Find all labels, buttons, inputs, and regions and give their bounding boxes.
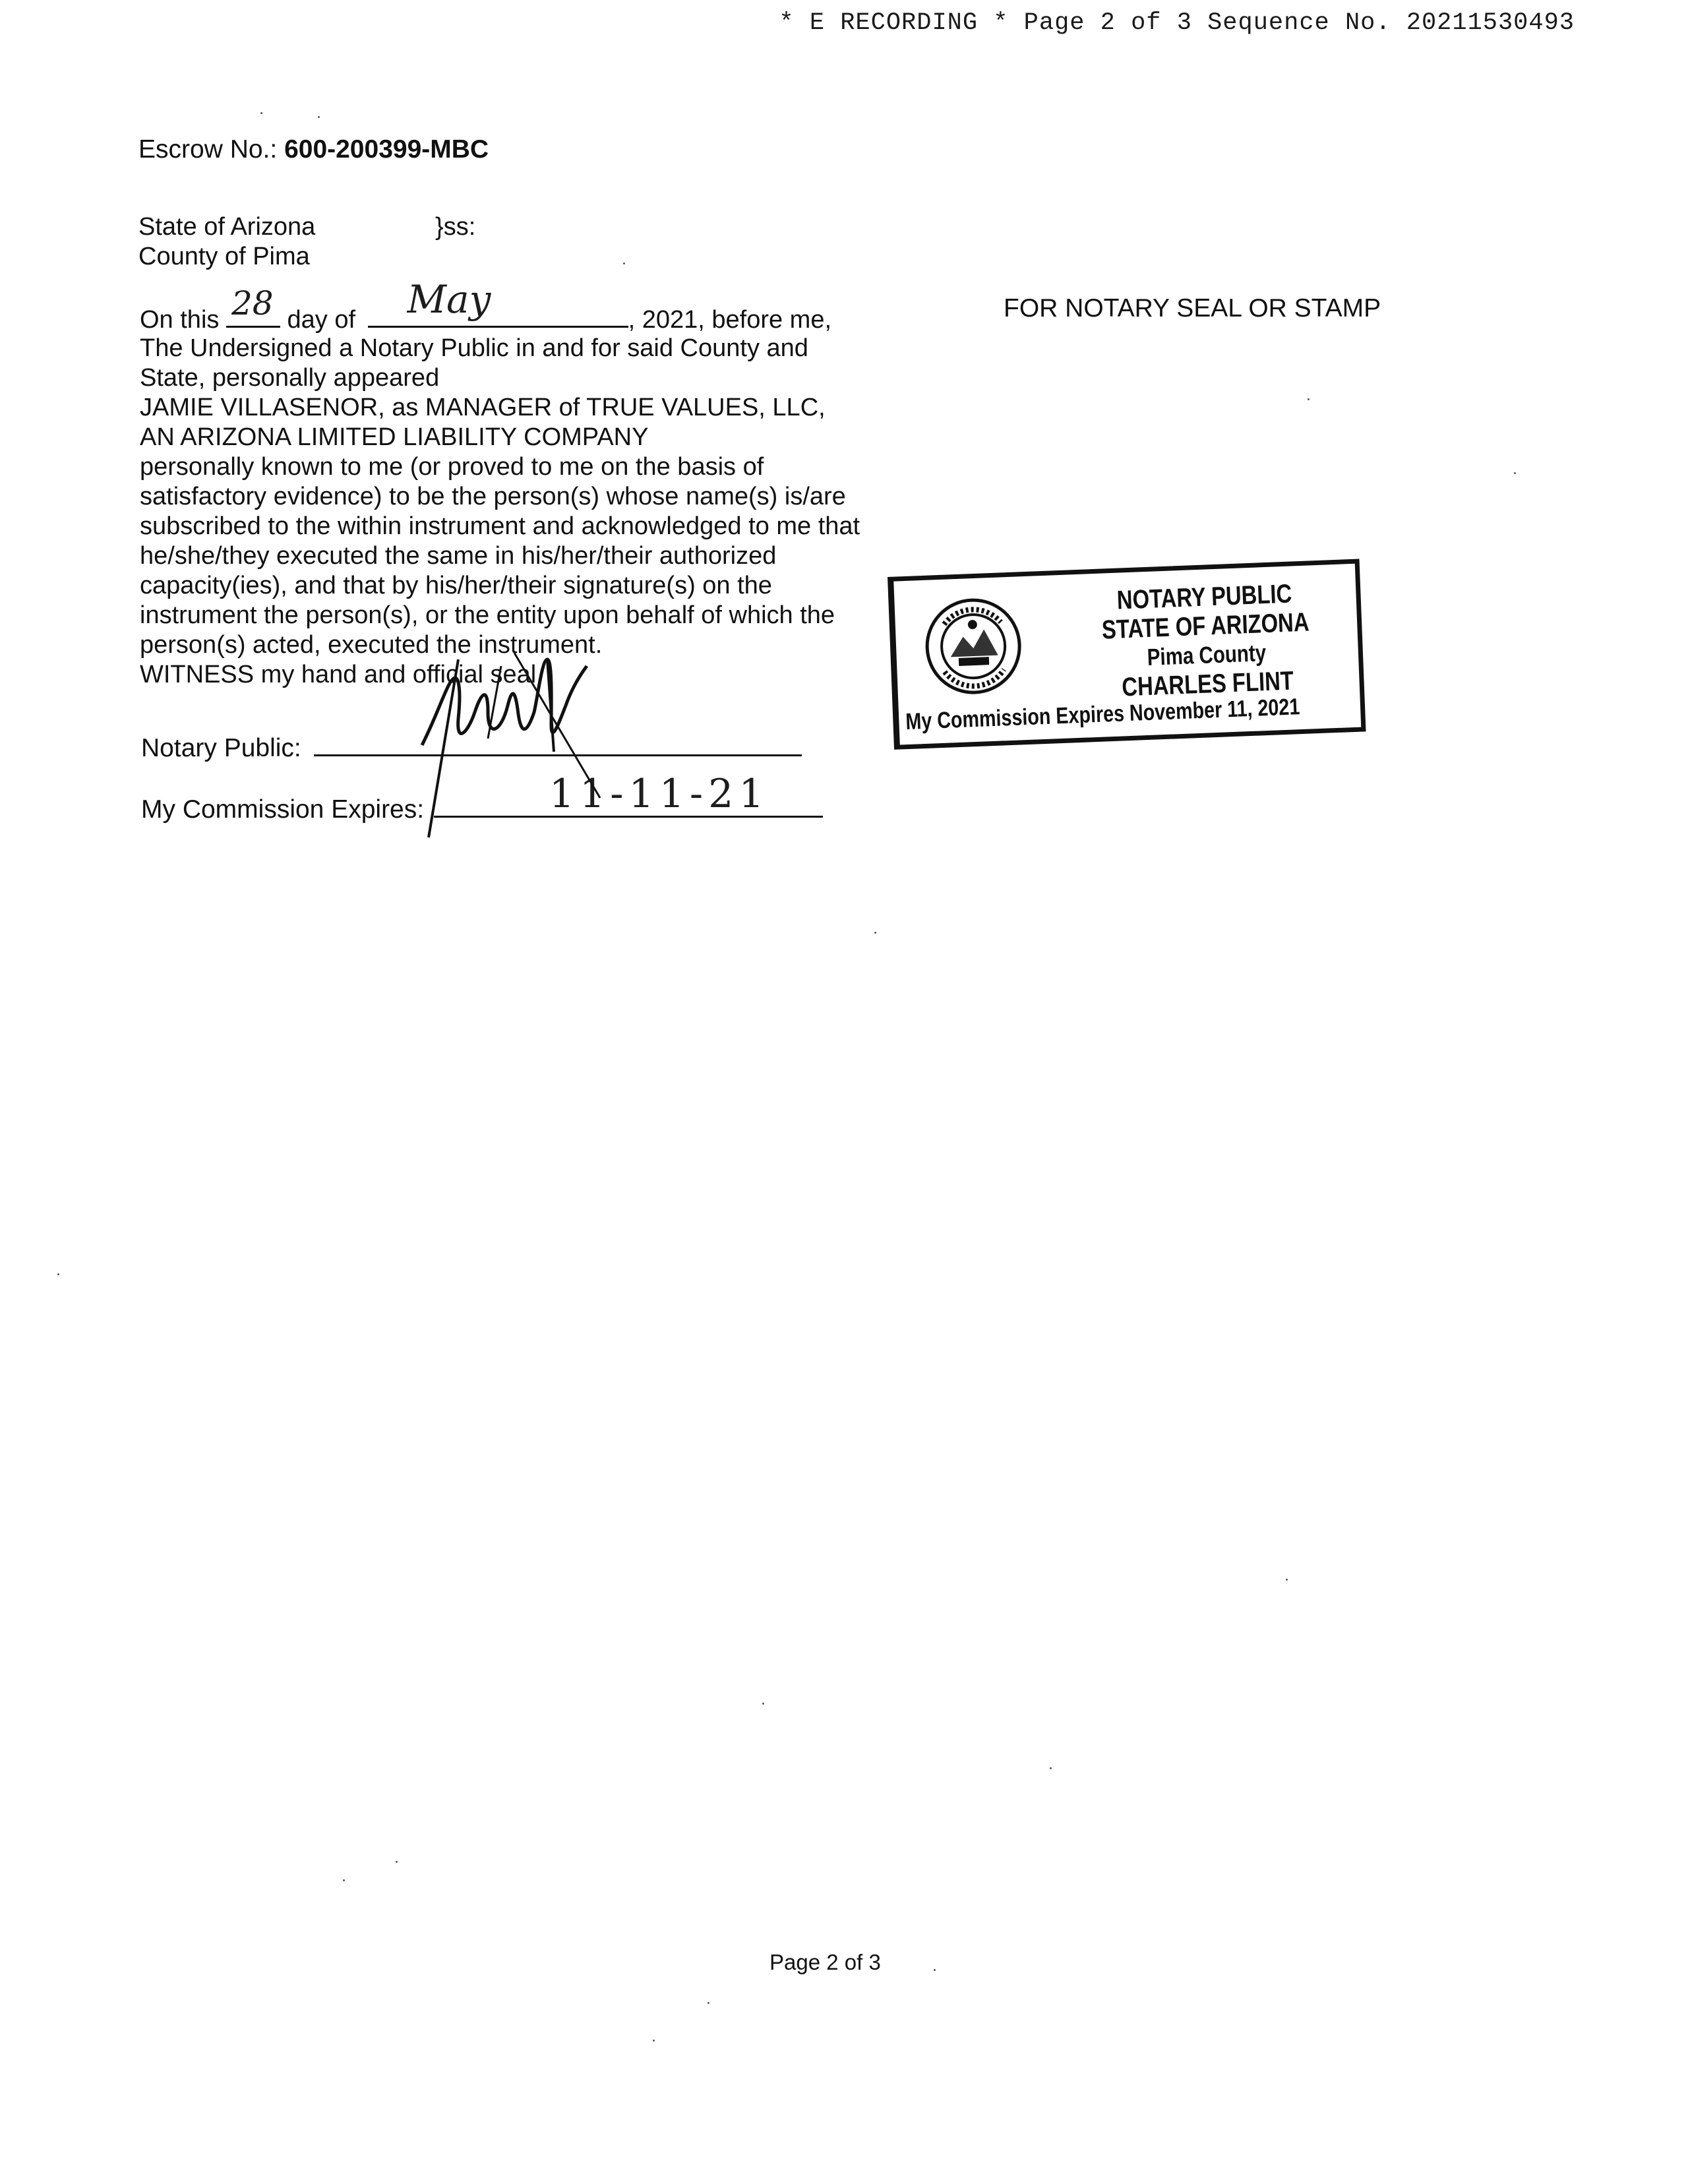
ack-line: satisfactory evidence) to be the person(s) whose name(s) is/are [140, 483, 846, 510]
scan-speck [708, 2002, 709, 2004]
ack-line: person(s) acted, executed the instrument. [140, 631, 603, 659]
venue-county: County of Pima [138, 243, 310, 270]
notary-stamp-area-label: FOR NOTARY SEAL OR STAMP [1004, 294, 1381, 322]
stamp-text [1085, 578, 1327, 704]
scan-speck [762, 1703, 764, 1705]
escrow-label: Escrow No.: [138, 135, 278, 164]
escrow-number: 600-200399-MBC [284, 135, 489, 164]
scan-speck [874, 932, 876, 934]
commission-expires-label: My Commission Expires: [141, 795, 425, 824]
venue-block [138, 212, 476, 272]
expires-handwritten: 11-11-21 [549, 771, 769, 817]
acknowledgment-date-line [140, 277, 832, 335]
year-before-me-text: , 2021, before me, [628, 306, 832, 334]
scan-speck [343, 1879, 345, 1881]
month-blank [368, 277, 628, 328]
ack-line: JAMIE VILLASENOR, as MANAGER of TRUE VALUES, LLC, [140, 394, 826, 421]
on-this-text: On this [140, 306, 220, 334]
stamp-line-name: CHARLES FLINT [1121, 666, 1294, 702]
stamp-commission-expires: My Commission Expires November 11, 2021 [905, 694, 1300, 735]
state-seal-icon [922, 595, 1025, 698]
ack-line: subscribed to the within instrument and acknowledged to me that [140, 512, 860, 540]
scan-speck [653, 2040, 655, 2042]
acknowledgment-body [140, 334, 860, 690]
month-handwritten: May [407, 277, 491, 322]
escrow-line [138, 135, 489, 164]
scan-speck [318, 116, 320, 118]
ack-line: The Undersigned a Notary Public in and for said County and [140, 334, 808, 362]
scan-speck [57, 1273, 59, 1275]
scan-speck [1286, 1579, 1288, 1581]
ack-line: State, personally appeared [140, 364, 440, 392]
stamp-line-county: Pima County [1146, 639, 1267, 671]
recording-header: * E RECORDING * Page 2 of 3 Sequence No. 20211530493 [779, 9, 1575, 37]
ack-line: he/she/they executed the same in his/her/their authorized [140, 542, 777, 570]
ack-line: capacity(ies), and that by his/her/their signature(s) on the [140, 572, 772, 599]
scan-speck [1050, 1767, 1052, 1769]
scan-speck [1514, 472, 1516, 474]
venue-state: State of Arizona [138, 213, 316, 241]
scan-speck [623, 262, 625, 264]
page-number-footer: Page 2 of 3 [769, 1950, 881, 1974]
ack-line: WITNESS my hand and official seal. [140, 661, 543, 688]
notary-public-label: Notary Public: [141, 734, 301, 762]
stamp-line-state: STATE OF ARIZONA [1101, 607, 1310, 645]
day-blank [226, 284, 280, 328]
venue-ss: }ss: [435, 213, 476, 241]
day-handwritten: 28 [231, 284, 274, 322]
scan-speck [260, 112, 262, 114]
ack-line: AN ARIZONA LIMITED LIABILITY COMPANY [140, 423, 649, 451]
ack-line: personally known to me (or proved to me on the basis of [140, 453, 764, 481]
ack-line: instrument the person(s), or the entity upon behalf of which the [140, 601, 835, 629]
notary-signature-scribble [396, 646, 699, 844]
stamp-line-notary-public: NOTARY PUBLIC [1116, 579, 1292, 615]
scan-speck [396, 1861, 398, 1863]
day-of-text: day of [287, 306, 356, 334]
scan-speck [934, 1969, 936, 1971]
notary-stamp [888, 559, 1366, 750]
scan-speck [1308, 398, 1310, 400]
